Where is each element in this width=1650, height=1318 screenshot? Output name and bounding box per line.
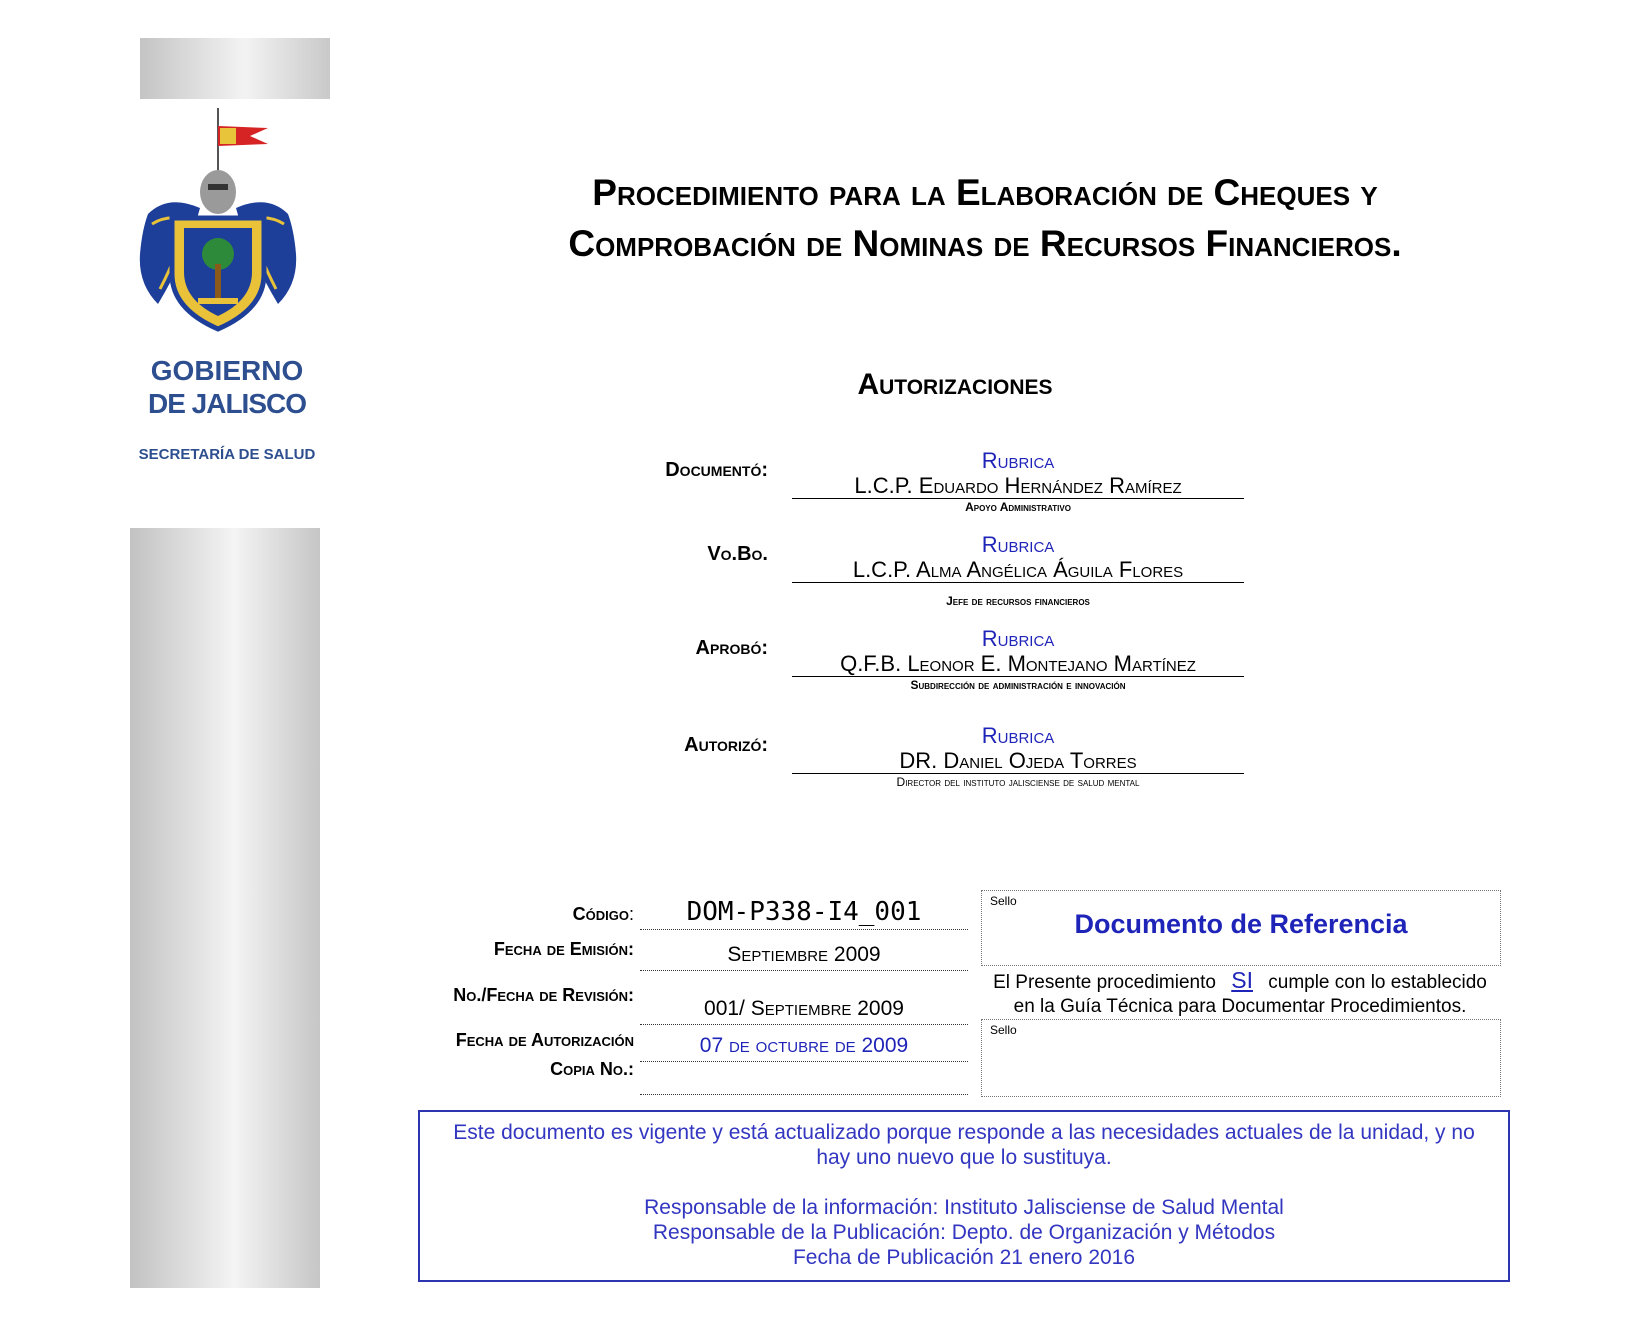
signer-label-documento: Documentó: [665, 459, 768, 481]
publication-date: Fecha de Publicación 21 enero 2016 [792, 1246, 1136, 1269]
signer-label-autorizo: Autorizó: [684, 734, 768, 756]
signature-block-documento [792, 448, 1244, 515]
side-gradient-bar [130, 528, 320, 1288]
org-name-line2: DE JALISCO [147, 388, 307, 419]
statement-suffix: cumple con lo establecido [1262, 972, 1487, 993]
document-title [415, 167, 1555, 269]
signature-rubrica: Rubrica [981, 626, 1055, 651]
authorizations-heading: Autorizaciones [857, 368, 1053, 401]
copy-number-label: Copia No.: [550, 1059, 634, 1079]
seal-label: Sello [990, 1023, 1017, 1037]
signer-name: DR. Daniel Ojeda Torres [792, 749, 1244, 774]
validity-notice [418, 1110, 1510, 1282]
authorization-date-label: Fecha de Autorización [455, 1030, 634, 1050]
statement-value: SI [1231, 967, 1253, 993]
revision-value: 001/ Septiembre 2009 [640, 994, 968, 1025]
procedure-statement [981, 968, 1499, 1019]
department-name: SECRETARÍA DE SALUD [138, 446, 316, 463]
signature-rubrica: Rubrica [981, 532, 1055, 557]
signature-block-autorizo [792, 723, 1244, 790]
code-label [420, 904, 634, 925]
statement-prefix: El Presente procedimiento [993, 972, 1222, 993]
code-label-text: Código [572, 904, 629, 924]
publication-responsible: Responsable de la Publicación: Depto. de Organización y Métodos [652, 1221, 1276, 1244]
document-title-line1: Procedimiento para la Elaboración de Cheques y [592, 172, 1378, 213]
header-gradient-bar [140, 38, 330, 99]
validity-line2: hay uno nuevo que lo sustituya. [816, 1146, 1112, 1169]
signer-name: L.C.P. Alma Angélica Águila Flores [792, 558, 1244, 583]
revision-label: No./Fecha de Revisión: [453, 985, 634, 1005]
seal-label: Sello [990, 894, 1017, 908]
jalisco-coat-of-arms-icon [128, 104, 308, 344]
signer-position: Subdirección de administración e innovación [910, 678, 1126, 692]
info-responsible: Responsable de la información: Instituto Jalisciense de Salud Mental [644, 1196, 1284, 1219]
signer-label-vobo: Vo.Bo. [707, 543, 768, 565]
document-title-line2: Comprobación de Nominas de Recursos Financieros. [568, 223, 1402, 264]
signature-rubrica: Rubrica [981, 723, 1055, 748]
reference-title: Documento de Referencia [1074, 909, 1408, 939]
signer-position: Apoyo Administrativo [965, 500, 1071, 514]
code-value: DOM-P338-I4_001 [640, 895, 968, 930]
validity-line1: Este documento es vigente y está actualizado porque responde a las necesidades actuales de la unidad, y no [453, 1121, 1475, 1144]
org-name-line1: GOBIERNO [150, 355, 304, 386]
authorization-date-value: 07 de octubre de 2009 [640, 1031, 968, 1062]
signer-position: Jefe de recursos financieros [946, 594, 1090, 608]
signature-block-aprobo [792, 626, 1244, 693]
code-label-colon: : [628, 904, 634, 924]
copy-number-value [640, 1064, 968, 1095]
signer-label-aprobo: Aprobó: [695, 637, 768, 659]
emission-date-value: Septiembre 2009 [640, 940, 968, 971]
signer-name: L.C.P. Eduardo Hernández Ramírez [792, 474, 1244, 499]
signature-block-vobo [792, 532, 1244, 609]
emission-date-label: Fecha de Emisión: [493, 939, 634, 959]
reference-stamp-box [981, 890, 1501, 966]
signature-rubrica: Rubrica [981, 448, 1055, 473]
seal-box [981, 1019, 1501, 1097]
statement-line2: en la Guía Técnica para Documentar Procedimientos. [1013, 996, 1467, 1017]
signer-position: Director del instituto jalisciense de salud mental [896, 775, 1140, 789]
signer-name: Q.F.B. Leonor E. Montejano Martínez [792, 652, 1244, 677]
